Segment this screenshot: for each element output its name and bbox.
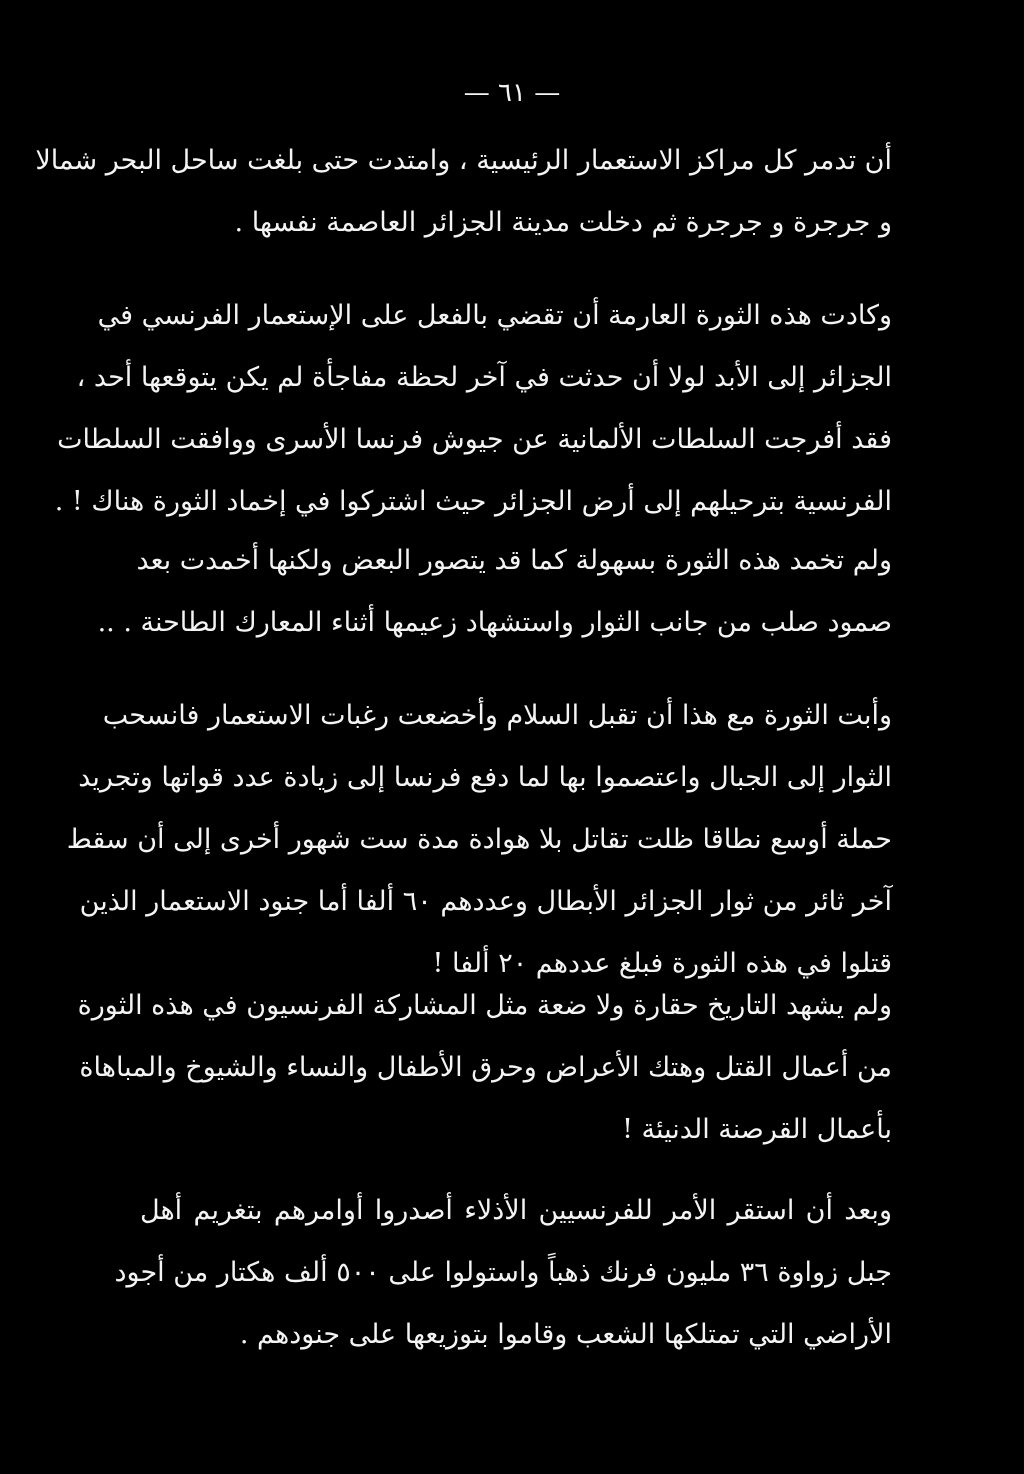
text-line: قتلوا في هذه الثورة فبلغ عددهم ٢٠ ألفا ! bbox=[432, 948, 892, 979]
text-line: أن تدمر كل مراكز الاستعمار الرئيسية ، وامتدت حتى بلغت ساحل البحر شمالا bbox=[35, 145, 892, 176]
text-line: ولم تخمد هذه الثورة بسهولة كما قد يتصور البعض ولكنها أخمدت بعد bbox=[136, 545, 892, 576]
text-line: الأراضي التي تمتلكها الشعب وقاموا بتوزيعها على جنودهم . bbox=[239, 1319, 892, 1350]
text-line: حملة أوسع نطاقا ظلت تقاتل بلا هوادة مدة ست شهور أخرى إلى أن سقط bbox=[66, 824, 892, 855]
text-line: من أعمال القتل وهتك الأعراض وحرق الأطفال والنساء والشيوخ والمباهاة bbox=[79, 1052, 892, 1083]
paragraph-4 bbox=[66, 685, 892, 995]
text-line: بأعمال القرصنة الدنيئة ! bbox=[622, 1114, 892, 1145]
paragraph-6 bbox=[114, 1180, 892, 1366]
text-line: وكادت هذه الثورة العارمة أن تقضي بالفعل على الإستعمار الفرنسي في bbox=[97, 300, 892, 331]
paragraph-3 bbox=[97, 530, 892, 654]
text-line: و جرجرة و جرجرة ثم دخلت مدينة الجزائر العاصمة نفسها . bbox=[234, 207, 892, 238]
paragraph-2 bbox=[54, 285, 892, 533]
text-line: الثوار إلى الجبال واعتصموا بها لما دفع فرنسا إلى زيادة عدد قواتها وتجريد bbox=[78, 762, 892, 793]
paragraph-1 bbox=[35, 130, 892, 254]
text-line: ولم يشهد التاريخ حقارة ولا ضعة مثل المشاركة الفرنسيون في هذه الثورة bbox=[77, 990, 892, 1021]
text-line: وبعد أن استقر الأمر للفرنسيين الأذلاء أصدروا أوامرهم بتغريم أهل bbox=[140, 1195, 892, 1226]
text-line: الجزائر إلى الأبد لولا أن حدثت في آخر لحظة مفاجأة لم يكن يتوقعها أحد ، bbox=[76, 362, 892, 393]
text-line: فقد أفرجت السلطات الألمانية عن جيوش فرنسا الأسرى ووافقت السلطات bbox=[57, 424, 892, 455]
paragraph-5 bbox=[77, 975, 892, 1161]
text-line: وأبت الثورة مع هذا أن تقبل السلام وأخضعت رغبات الاستعمار فانسحب bbox=[102, 700, 892, 731]
page-number: — ٦١ — bbox=[463, 78, 561, 108]
text-line: آخر ثائر من ثوار الجزائر الأبطال وعددهم ٦٠ ألفا أما جنود الاستعمار الذين bbox=[79, 886, 892, 917]
text-line: صمود صلب من جانب الثوار واستشهاد زعيمها أثناء المعارك الطاحنة . .. bbox=[97, 607, 892, 638]
text-line: الفرنسية بترحيلهم إلى أرض الجزائر حيث اشتركوا في إخماد الثورة هناك ! . bbox=[54, 486, 892, 517]
text-line: جبل زواوة ٣٦ مليون فرنك ذهباً واستولوا على ٥٠٠ ألف هكتار من أجود bbox=[114, 1257, 892, 1288]
